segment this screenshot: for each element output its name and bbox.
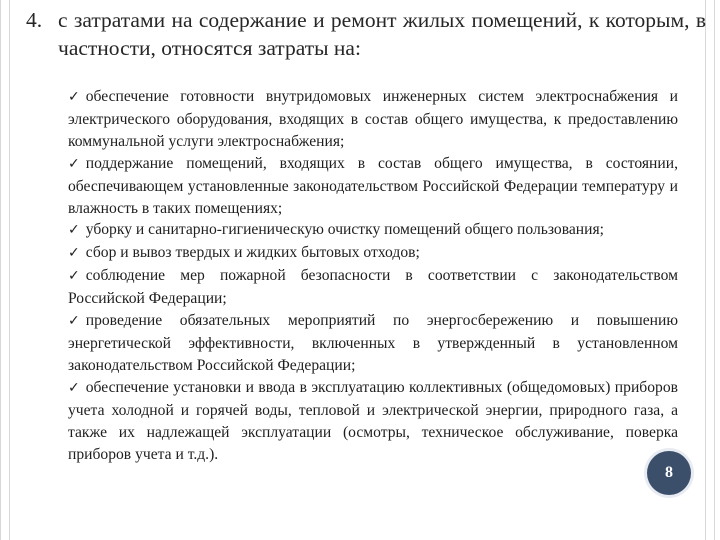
- list-item: [68, 219, 678, 242]
- page-number-badge: [647, 451, 691, 495]
- list-item: [68, 265, 678, 310]
- list-item-text: сбор и вывоз твердых и жидких бытовых отходов;: [85, 244, 420, 262]
- list-item: [68, 310, 678, 377]
- checkmark-icon: ✓: [68, 155, 80, 172]
- list-item: [68, 242, 678, 265]
- list-item-text: обеспечение установки и ввода в эксплуатацию коллективных (общедомовых) приборов учета холодной и горячей воды, тепловой и электрической энергии, природного газа, а также их надлежащей эксплуатации (осмотры, техническое обслуживание, поверка приборов учета и т.д.).: [68, 378, 678, 463]
- checkmark-icon: ✓: [68, 313, 80, 330]
- checkmark-icon: ✓: [68, 222, 80, 239]
- slide-frame-left: [0, 0, 10, 540]
- list-item-text: соблюдение мер пожарной безопасности в соответствии с законодательством Российской Федерации;: [68, 267, 678, 308]
- heading-text: с затратами на содержание и ремонт жилых помещений, к которым, в частности, относятся затраты на:: [58, 8, 706, 60]
- checkmark-icon: ✓: [68, 245, 80, 262]
- list-item: [68, 153, 678, 220]
- checkmark-icon: ✓: [68, 268, 80, 285]
- list-item-text: уборку и санитарно-гигиеническую очистку помещений общего пользования;: [85, 221, 604, 239]
- list-item-text: проведение обязательных мероприятий по энергосбережению и повышению энергетической эффективности, включенных в утвержденный в установленном законодательством Российской Федерации;: [68, 312, 678, 374]
- list-item-text: поддержание помещений, входящих в состав общего имущества, в состоянии, обеспечивающем установленные законодательством Российской Федерации температуру и влажность в таких помещениях;: [68, 154, 678, 217]
- heading-number: 4.: [26, 8, 43, 32]
- section-heading: [26, 6, 706, 62]
- checkmark-icon: ✓: [68, 379, 80, 396]
- bullet-list: [68, 86, 678, 465]
- checkmark-icon: ✓: [68, 89, 80, 105]
- slide-frame-right: [705, 0, 715, 540]
- page-number: 8: [665, 464, 673, 481]
- list-item-text: обеспечение готовности внутридомовых инженерных систем электроснабжения и электрического оборудования, входящих в состав общего имущества, к предоставлению коммунальной услуги электроснабжения;: [68, 88, 678, 150]
- list-item: [68, 86, 678, 153]
- list-item: [68, 377, 678, 466]
